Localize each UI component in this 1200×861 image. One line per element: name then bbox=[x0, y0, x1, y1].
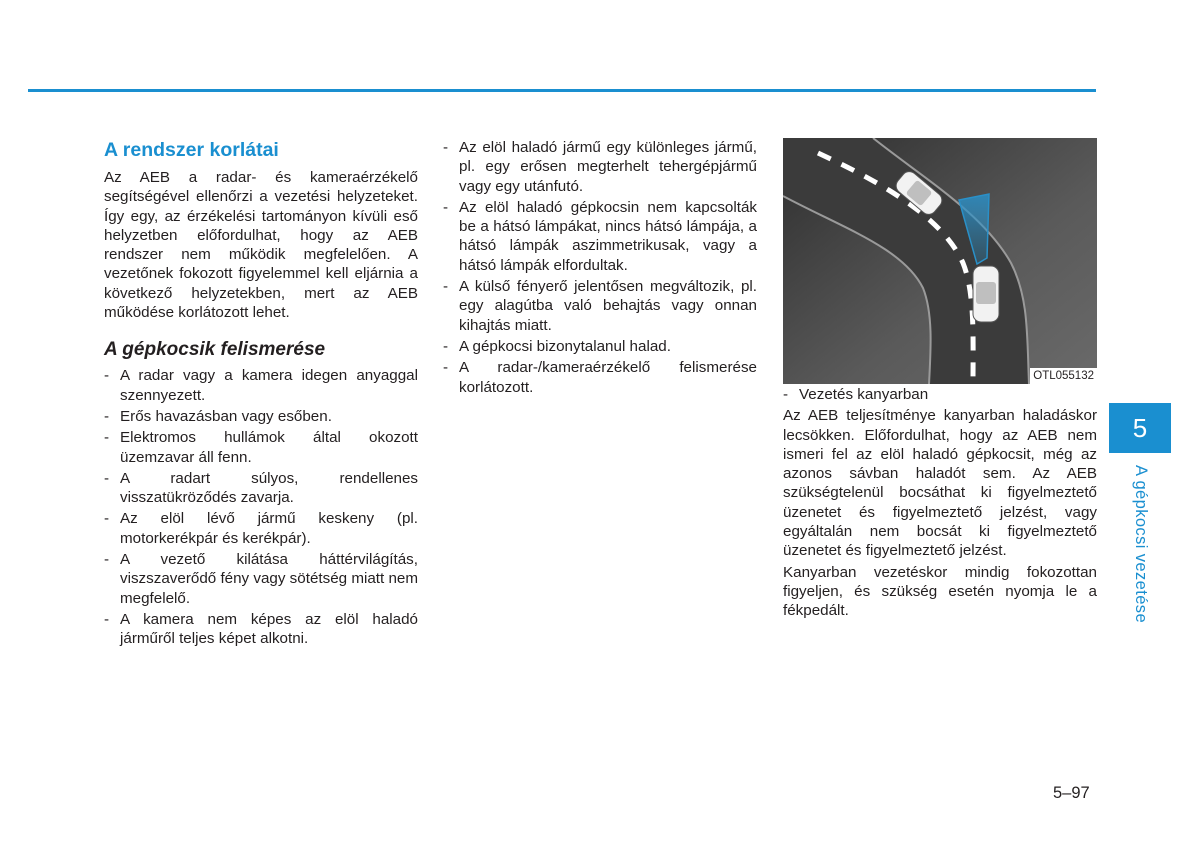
list-item: - A radar-/kameraérzékelő felismerése korlátozott. bbox=[443, 358, 757, 397]
list-item: - A radart súlyos, rendellenes visszatükröződés zavarja. bbox=[104, 469, 418, 508]
list-item: - A kamera nem képes az elöl haladó járműről teljes képet alkotni. bbox=[104, 610, 418, 649]
intro-paragraph: Az AEB a radar- és kameraérzékelő segítségével ellenőrzi a vezetési helyzeteket. Így egy, az érzékelési tartományon kívüli eső helyzetben előfordulhat, hogy az AEB rendszer nem működik megfelelően. A vezetőnek fokozott figyelemmel kell eljárnia a következő helyzetekben, mert az AEB működése korlátozott lehet. bbox=[104, 169, 418, 322]
road-curve-drawing bbox=[783, 138, 1097, 384]
own-car-icon bbox=[973, 266, 999, 322]
list-item: - Erős havazásban vagy esőben. bbox=[104, 407, 418, 426]
curve-paragraph: Az AEB teljesítménye kanyarban haladáskor lecsökken. Előfordulhat, hogy az AEB nem ismeri fel az elöl haladó gépkocsit, még az azonos sávban haladót sem. Az AEB szükségtelenül bocsáthat ki figyelmeztető üzenetet és figyelmeztető jelzést, vagy egyáltalán nem bocsát ki figyelmeztető üzenetet és figyelmeztető jelzést. bbox=[783, 407, 1097, 560]
list-item: - Az elöl haladó gépkocsin nem kapcsolták be a hátsó lámpákat, nincs hátsó lámpája, a hátsó lámpák aszimmetrikusak, vagy a hátsó lámpák elfordultak. bbox=[443, 198, 757, 275]
column-middle bbox=[443, 138, 757, 399]
bullet-list-right bbox=[783, 385, 1097, 404]
header-rule bbox=[28, 89, 1096, 92]
bullet-list-middle bbox=[443, 138, 757, 397]
chapter-number-tab: 5 bbox=[1109, 403, 1171, 453]
figure-code: OTL055132 bbox=[1030, 368, 1097, 384]
subsection-title: A gépkocsik felismerése bbox=[104, 339, 326, 361]
chapter-title-vertical bbox=[1126, 465, 1154, 635]
list-item: - Az elöl lévő jármű keskeny (pl. motorkerékpár és kerékpár). bbox=[104, 509, 418, 548]
list-item: - Elektromos hullámok által okozott üzemzavar áll fenn. bbox=[104, 428, 418, 467]
column-left bbox=[104, 138, 418, 651]
curve-illustration bbox=[783, 138, 1097, 384]
list-item: - Az elöl haladó jármű egy különleges jármű, pl. egy erősen megterhelt tehergépjármű vagy egy utánfutó. bbox=[443, 138, 757, 196]
chapter-title: A gépkocsi vezetése bbox=[1132, 465, 1150, 624]
section-title: A rendszer korlátai bbox=[104, 139, 279, 161]
list-item: - A gépkocsi bizonytalanul halad. bbox=[443, 337, 757, 356]
column-right bbox=[783, 385, 1097, 623]
list-item: - A radar vagy a kamera idegen anyaggal szennyezett. bbox=[104, 366, 418, 405]
list-item: - Vezetés kanyarban bbox=[783, 385, 1097, 404]
bullet-list-left bbox=[104, 366, 418, 648]
list-item: - A vezető kilátása háttérvilágítás, viszszaverődő fény vagy sötétség miatt nem megfelelő. bbox=[104, 550, 418, 608]
advice-paragraph: Kanyarban vezetéskor mindig fokozottan figyeljen, és szükség esetén nyomja le a fékpedált. bbox=[783, 563, 1097, 620]
list-item: - A külső fényerő jelentősen megváltozik, pl. egy alagútba való behajtás vagy onnan kihajtás miatt. bbox=[443, 277, 757, 335]
page-number: 5–97 bbox=[1053, 784, 1090, 802]
